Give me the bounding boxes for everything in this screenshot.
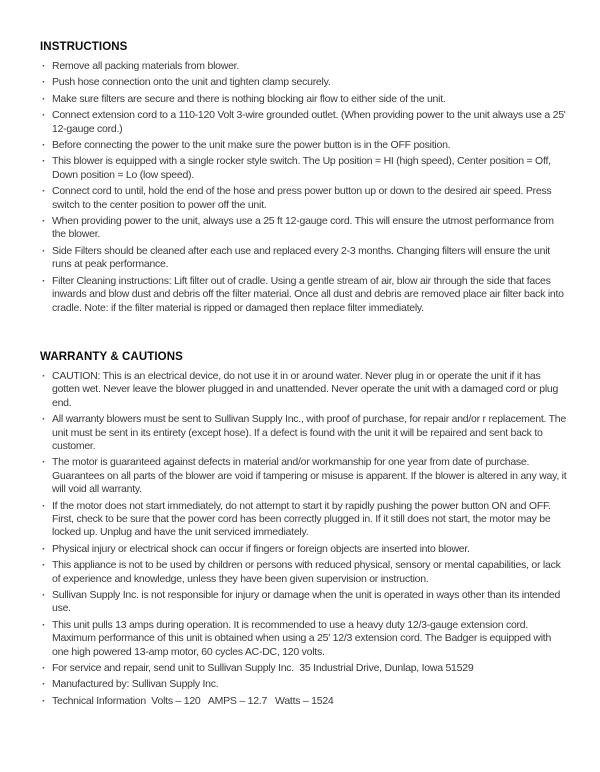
list-item — [40, 275, 570, 315]
bullet-text: For service and repair, send unit to Sullivan Supply Inc. 35 Industrial Drive, Dunlap, Iowa 51529 — [52, 662, 474, 675]
list-item — [40, 695, 570, 708]
bullet-text: CAUTION: This is an electrical device, do not use it in or around water. Never plug in or operate the unit if it has gotten wet. Never leave the blower plugged in and unattended. Never operate the unit with a damaged cord or plug end. — [52, 369, 561, 409]
list-item — [40, 413, 570, 453]
list-item — [40, 559, 570, 586]
list-item — [40, 109, 570, 136]
bullet-text: Filter Cleaning instructions: Lift filter out of cradle. Using a gentle stream of air, blow air through the side that faces inwards and blow dust and debris off the filter material. Once all dust and debris are removed place air filter back into cradle. Note: if the filter material is ripped or damaged then replace filter immediately. — [52, 274, 567, 314]
bullet-text: Connect cord to until, hold the end of the hose and press power button up or down to the desired air speed. Press switch to the center position to power off the unit. — [52, 185, 555, 211]
bullet-text: Technical Information Volts – 120 AMPS – 12.7 Watts – 1524 — [52, 694, 334, 707]
bullet-text: Side Filters should be cleaned after each use and replaced every 2-3 months. Changing filters will ensure the unit runs at peak performance. — [52, 244, 553, 271]
list-item — [40, 500, 570, 540]
bullet-text: This blower is equipped with a single rocker style switch. The Up position = HI (high speed), Center position = Off, Down position = Lo (low speed). — [52, 155, 554, 181]
warranty-list — [40, 370, 570, 708]
bullet-text: Connect extension cord to a 110-120 Volt 3-wire grounded outlet. (When providing power to the unit always use a 25' 12-gauge cord.) — [52, 109, 569, 135]
bullet-text: Make sure filters are secure and there is nothing blocking air flow to either side of the unit. — [52, 92, 446, 105]
list-item — [40, 662, 570, 675]
bullet-text: Sullivan Supply Inc. is not responsible for injury or damage when the unit is operated in ways other than its intended use. — [52, 589, 563, 615]
bullet-text: When providing power to the unit, always use a 25 ft 12-gauge cord. This will ensure the utmost performance from the blower. — [52, 215, 557, 241]
list-item — [40, 155, 570, 182]
bullet-text: Remove all packing materials from blower. — [52, 60, 239, 72]
instructions-section — [40, 41, 570, 315]
section-heading-instructions: INSTRUCTIONS — [40, 41, 128, 53]
list-item — [40, 370, 570, 410]
list-item — [40, 93, 570, 106]
bullet-text: If the motor does not start immediately, do not attempt to start it by rapidly pushing the power button ON and OFF. First, check to be sure that the power cord has been correctly plugged in. If it still does not start, the motor may be locked up. Unplug and have the unit serviced immediately. — [52, 499, 554, 539]
list-item — [40, 76, 570, 89]
instructions-list — [40, 60, 570, 315]
list-item — [40, 678, 570, 691]
bullet-text: This unit pulls 13 amps during operation. It is recommended to use a heavy duty 12/3-gauge extension cord. Maximum performance of this unit is obtained when using a 25' 12/3 extension cord. The Badger is equipped with one high powered 13-amp motor, 60 cycles AC-DC, 120 volts. — [52, 618, 554, 658]
warranty-cautions-section — [40, 351, 570, 708]
list-item — [40, 60, 570, 73]
list-item — [40, 185, 570, 212]
section-heading-warranty: WARRANTY & CAUTIONS — [40, 350, 183, 363]
bullet-text: Before connecting the power to the unit make sure the power button is in the OFF position. — [52, 139, 451, 152]
list-item — [40, 456, 570, 496]
bullet-text: This appliance is not to be used by children or persons with reduced physical, sensory or mental capabilities, or lack of experience and knowledge, unless they have been given supervision or instruction. — [52, 559, 564, 585]
list-item — [40, 245, 570, 272]
bullet-text: Physical injury or electrical shock can occur if fingers or foreign objects are inserted into blower. — [52, 542, 470, 555]
list-item — [40, 619, 570, 659]
section-divider-space — [40, 318, 570, 351]
list-item — [40, 543, 570, 556]
list-item — [40, 139, 570, 152]
bullet-text: The motor is guaranteed against defects in material and/or workmanship for one year from date of purchase. Guarantees on all parts of the blower are void if tampering or misuse is apparent. If the blower is altered in any way, it will void all warranty. — [52, 456, 570, 496]
bullet-text: Push hose connection onto the unit and tighten clamp securely. — [52, 76, 331, 89]
list-item — [40, 589, 570, 616]
bullet-text: All warranty blowers must be sent to Sullivan Supply Inc., with proof of purchase, for repair and/or r replacement. The unit must be sent in its entirety (except hose). If a defect is found with the unit it will be repaired and sent back to customer. — [52, 413, 569, 452]
bullet-text: Manufactured by: Sullivan Supply Inc. — [52, 678, 219, 691]
list-item — [40, 215, 570, 242]
